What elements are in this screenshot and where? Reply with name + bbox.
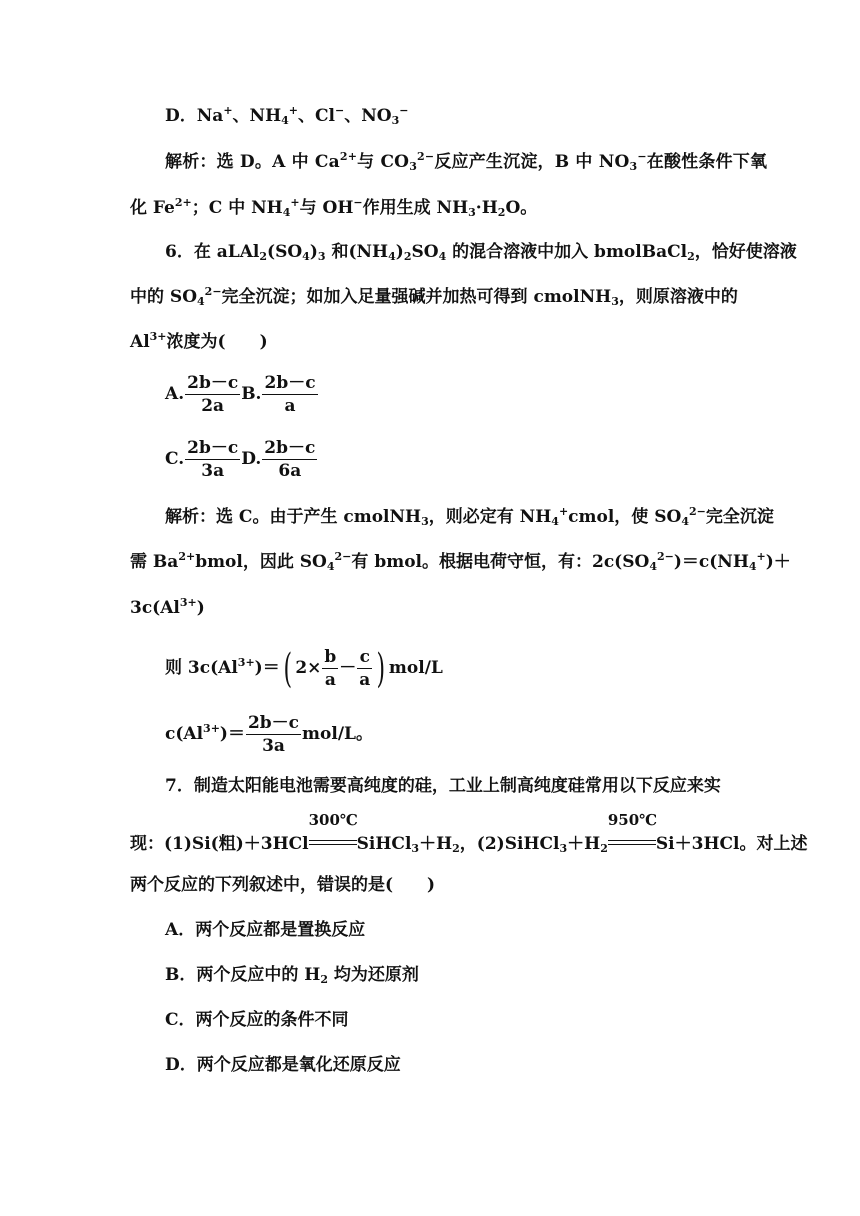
left-paren: ( [283,645,292,692]
denominator: 3a [201,461,225,481]
option-a-label: A. [165,384,185,404]
superscript: + [223,104,233,117]
subscript: 4 [681,515,689,528]
subscript: 2 [259,250,268,263]
text: C．两个反应的条件不同 [165,1010,349,1030]
text: 作用生成 NH [362,198,469,218]
text: 则 3c(Al [165,658,238,678]
superscript: 2− [334,550,352,563]
equals-sign [608,840,656,845]
numerator: 2b－c [187,373,239,393]
fraction-c-over-a [357,646,372,691]
superscript: 3+ [179,596,197,609]
text: 和(NH [325,242,389,262]
superscript: 2− [417,150,435,163]
option-a-fraction [185,372,240,417]
subscript: 4 [388,250,396,263]
q7-stem-line-1 [165,774,721,798]
superscript: − [399,104,409,117]
text: 有 bmol。根据电荷守恒，有：2c(SO [351,552,650,572]
subscript: 4 [748,560,757,573]
superscript: − [637,150,647,163]
text: ；C 中 NH [191,198,283,218]
coefficient: 2× [295,658,322,678]
text: 完全沉淀 [705,507,774,527]
superscript: 2+ [178,550,196,563]
denominator: a [324,670,336,690]
q5-analysis-line-1 [165,150,768,174]
q5-option-d [165,104,408,128]
q6-stem-line-2 [130,285,738,309]
q7-option-b [165,963,419,987]
text: 反应产生沉淀，B 中 NO [434,152,630,172]
text: )＝c(NH [673,552,749,572]
subscript: 3 [468,206,476,219]
text: 需 Ba [130,552,179,572]
subscript: 4 [551,515,559,528]
text: SiHCl [356,834,412,854]
unit: mol/L。 [302,724,373,744]
subscript: 2 [452,842,460,855]
superscript: + [290,196,300,209]
text: 与 CO [357,152,410,172]
equals-sign [309,840,357,845]
superscript: 3+ [237,656,255,669]
numerator: c [357,646,372,669]
option-label: D． [165,106,197,126]
text: 现：(1)Si(粗)＋3HCl [130,834,309,854]
q5-analysis-line-2 [130,196,537,220]
text: 、NO [344,106,392,126]
q6-equation-1 [165,644,443,692]
text: ，则必定有 NH [428,507,552,527]
text: Al [130,332,150,352]
text: )＋ [765,552,791,572]
superscript: 3+ [149,330,167,343]
right-paren: ) [376,645,386,692]
denominator: 6a [278,461,302,481]
numerator: 2b－c [264,438,316,458]
text: (SO [267,242,303,262]
text: ·H [475,198,498,218]
option-d-label: D. [241,449,262,469]
text: 6．在 aLAl [165,242,260,262]
unit: mol/L [388,658,443,678]
superscript: + [288,104,299,117]
text: 化 Fe [130,198,175,218]
q6-analysis-line-3 [130,596,205,620]
subscript: 2 [497,206,506,219]
text: SO [411,242,439,262]
text: cmol，使 SO [568,507,682,527]
option-b-label: B. [241,384,262,404]
subscript: 4 [326,560,335,573]
subscript: 3 [559,842,568,855]
q6-options-ab [165,372,319,417]
text: c(Al [165,724,204,744]
text: D．两个反应都是氧化还原反应 [165,1055,401,1075]
text: O。 [505,198,538,218]
numerator: 2b－c [187,438,239,458]
subscript: 4 [302,250,310,263]
subscript: 3 [317,250,326,263]
analysis-label: 解析： [165,507,216,527]
option-c-label: C. [165,449,185,469]
text: )＝ [254,658,280,678]
text: Na [196,106,224,126]
q6-analysis-line-1 [165,505,774,529]
text: 选 C。由于产生 cmolNH [216,507,422,527]
q7-option-d [165,1053,401,1077]
fraction-b-over-a [322,646,338,691]
superscript: 2− [688,505,706,518]
option-d-fraction [262,437,317,482]
q6-stem-line-3 [130,330,268,354]
denominator: 3a [262,736,285,756]
subscript: 2 [600,842,608,855]
q7-option-c [165,1008,349,1032]
text: 中的 SO [130,287,198,307]
subscript: 3 [391,114,400,127]
condition-label: 950℃ [607,811,658,829]
subscript: 2 [687,250,695,263]
numerator: 2b－c [264,373,316,393]
subscript: 3 [411,842,420,855]
text: Si＋3HCl。对上述 [655,834,808,854]
numerator: 2b－c [247,713,300,733]
q7-option-a [165,918,365,942]
denominator: a [359,670,371,690]
superscript: + [558,505,569,518]
superscript: 2+ [174,196,192,209]
q6-equation-2 [165,712,373,757]
q6-analysis-line-2 [130,550,791,574]
text: )＝ [219,724,245,744]
text: ，恰好使溶液 [694,242,797,262]
text: 3c(Al [130,598,180,618]
text: ＋H [567,834,601,854]
condition-label: 300℃ [308,811,358,829]
q6-options-cd [165,437,318,482]
text: A．两个反应都是置换反应 [165,920,366,940]
superscript: − [335,104,345,117]
text: 在酸性条件下氧 [646,152,768,172]
text: bmol，因此 SO [195,552,327,572]
subscript: 3 [629,160,638,173]
text: ，则原溶液中的 [618,287,738,307]
subscript: 4 [649,560,657,573]
subscript: 4 [438,250,447,263]
text: B．两个反应中的 H [165,965,321,985]
text: ) [196,598,205,618]
reaction-condition-2 [607,811,658,849]
option-c-fraction [185,437,240,482]
text: ，(2)SiHCl [459,834,560,854]
subscript: 3 [421,515,429,528]
analysis-label: 解析： [165,152,217,172]
subscript: 4 [282,206,291,219]
denominator: 2a [201,396,225,416]
text: 、NH [232,106,282,126]
q7-stem-line-2 [130,811,808,856]
superscript: 3+ [203,722,220,735]
text: 两个反应的下列叙述中，错误的是( ) [130,875,436,895]
text: 的混合溶液中加入 bmolBaCl [446,242,688,262]
text: 选 D。A 中 Ca [216,152,340,172]
text: 均为还原剂 [328,965,419,985]
superscript: 2− [656,550,674,563]
subscript: 2 [320,973,329,986]
reaction-condition-1 [308,811,358,849]
subscript: 4 [197,295,205,308]
text: 与 OH [299,198,354,218]
text: 7．制造太阳能电池需要高纯度的硅，工业上制高纯度硅常用以下反应来实 [165,776,721,796]
superscript: 2+ [339,150,358,163]
text: ) [309,242,318,262]
subscript: 2 [403,250,412,263]
minus-sign: － [339,658,357,678]
text: ＋H [419,834,453,854]
denominator: a [284,396,296,416]
subscript: 4 [281,114,289,127]
text: 、Cl [298,106,336,126]
text: 完全沉淀；如加入足量强碱并加热可得到 cmolNH [221,287,612,307]
subscript: 3 [409,160,418,173]
subscript: 3 [611,295,619,308]
q6-stem-line-1 [165,240,797,264]
superscript: + [756,550,766,563]
text: ) [395,242,404,262]
superscript: − [353,196,363,209]
option-b-fraction [262,372,317,417]
fraction-result [246,712,301,757]
text: 浓度为( ) [166,332,268,352]
numerator: b [324,647,337,667]
superscript: 2− [204,285,222,298]
q7-stem-line-3 [130,873,435,897]
